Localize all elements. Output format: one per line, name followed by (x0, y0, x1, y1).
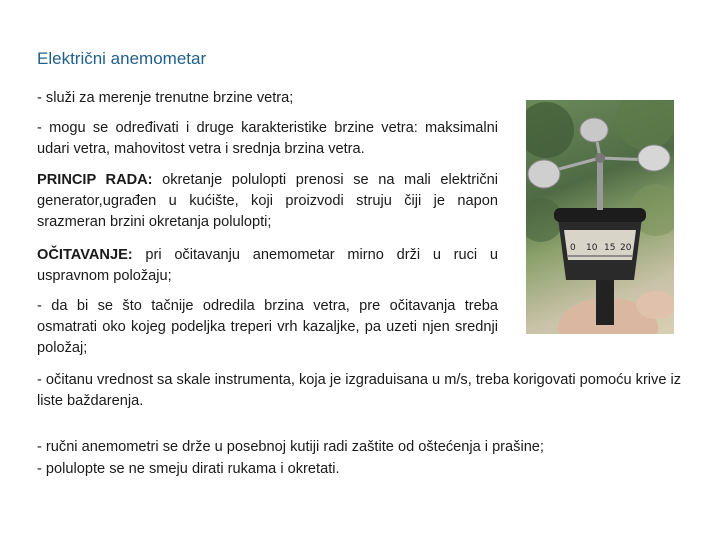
anemometer-illustration (526, 100, 674, 334)
paragraph-observation: - da bi se što tačnije odredila brzina vetra, pre očitavanja treba osmatrati oko kojeg podeljka treperi vrh kazaljke, pa uzeti njen srednji položaj; (37, 298, 498, 356)
paragraph-characteristics: - mogu se određivati i druge karakteristike brzine vetra: maksimalni udari vetra, mahovitost vetra i srednja brzina vetra. (37, 120, 498, 157)
paragraph-principle (37, 170, 498, 233)
paragraph-correction: - očitanu vrednost sa skale instrumenta, koja je izgraduisana u m/s, treba korigovati pomoću krive iz liste baždarenja. (37, 372, 682, 409)
paragraph-care-1: - ručni anemometri se drže u posebnoj kutiji radi zaštite od oštećenja i prašine; (37, 439, 544, 455)
reading-label: OČITAVANJE: (37, 247, 133, 263)
principle-text: okretanje polulopti prenosi se na mali električni generator,ugrađen u kućište, koji proizvodi struju čiji je napon srazmeran brzini okretanja polulopti; (37, 172, 498, 230)
anemometer-photo (526, 100, 674, 334)
paragraph-purpose: - služi za merenje trenutne brzine vetra; (37, 90, 294, 106)
scale-label: 0 (570, 243, 576, 253)
page-title: Električni anemometar (37, 49, 207, 68)
scale-label: 15 (604, 243, 616, 253)
scale-label: 20 (620, 243, 632, 253)
paragraph-care-2: - polulopte se ne smeju dirati rukama i okretati. (37, 461, 340, 477)
reading-text: pri očitavanju anemometar mirno drži u ruci u uspravnom položaju; (37, 247, 498, 284)
scale-label: 10 (586, 243, 598, 253)
paragraph-reading (37, 245, 498, 287)
principle-label: PRINCIP RADA: (37, 172, 153, 188)
